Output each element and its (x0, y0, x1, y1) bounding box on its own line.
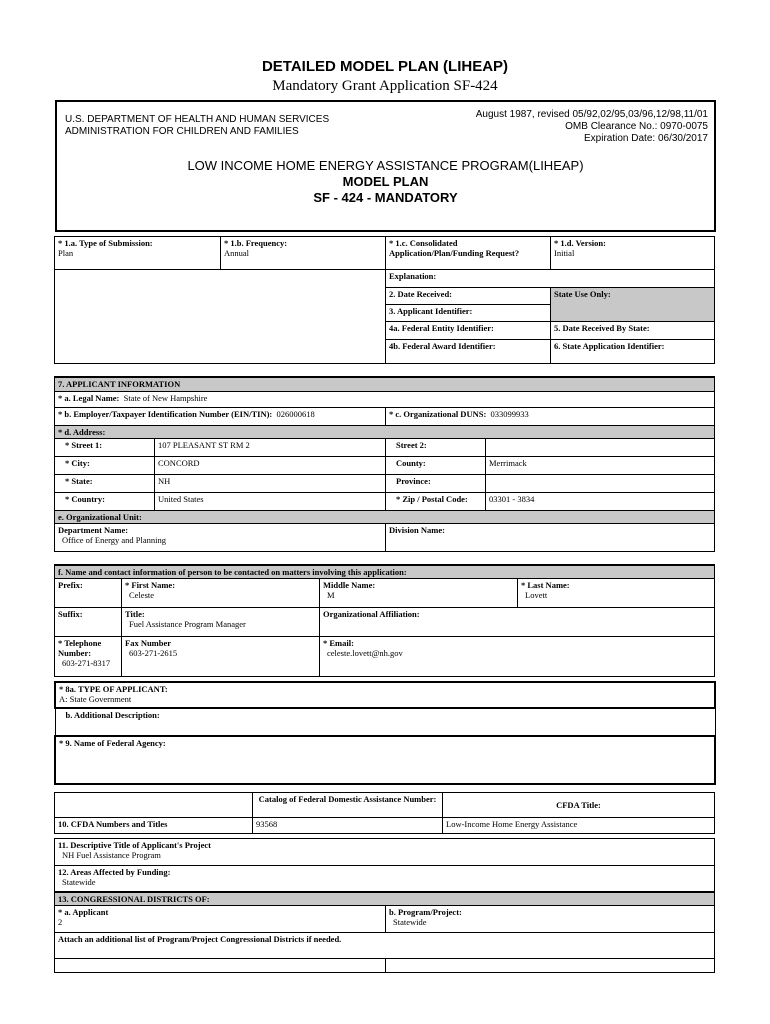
street2-label: Street 2: (396, 439, 427, 450)
areas-affected-cell[interactable] (55, 866, 715, 892)
county-value-cell[interactable]: Merrimack (486, 456, 715, 474)
submission-type-cell[interactable] (55, 237, 221, 270)
version-cell[interactable] (551, 237, 715, 270)
department-name: U.S. DEPARTMENT OF HEALTH AND HUMAN SERVICES (65, 114, 330, 125)
province-label: Province: (396, 475, 431, 486)
applicant-identifier-cell[interactable] (386, 305, 551, 322)
explanation-cell[interactable] (386, 270, 715, 288)
telephone-cell[interactable] (55, 637, 122, 677)
city-value-cell[interactable]: CONCORD (155, 456, 386, 474)
middle-name-value: M (327, 590, 335, 600)
street2-value-cell[interactable] (486, 438, 715, 456)
date-received-label: 2. Date Received: (389, 289, 453, 299)
state-app-id-label: 6. State Application Identifier: (554, 341, 665, 351)
applicant-type-table (54, 681, 716, 785)
cfda-number-cell[interactable]: 93568 (253, 818, 443, 834)
last-name-cell[interactable] (518, 579, 715, 608)
explanation-label: Explanation: (389, 271, 437, 281)
blank-area (55, 270, 386, 364)
applicant-section-header: 7. APPLICANT INFORMATION (55, 377, 715, 391)
middle-name-label: Middle Name: (323, 580, 376, 590)
district-program-value: Statewide (393, 916, 427, 927)
administration-name: ADMINISTRATION FOR CHILDREN AND FAMILIES (65, 126, 299, 137)
version-value: Initial (554, 248, 575, 258)
program-block (57, 158, 714, 206)
cfda-row-label-cell (55, 818, 253, 834)
cfda-table (54, 792, 715, 834)
street2-label-cell (386, 438, 486, 456)
street1-label: * Street 1: (65, 439, 103, 450)
applicant-type-cell[interactable] (55, 682, 715, 708)
country-value-cell[interactable]: United States (155, 492, 386, 510)
expiration-date: Expiration Date: 06/30/2017 (584, 133, 708, 144)
catalog-number-header (253, 793, 443, 818)
province-value-cell[interactable] (486, 474, 715, 492)
project-title-label: 11. Descriptive Title of Applicant's Project (58, 840, 211, 850)
program-name: LOW INCOME HOME ENERGY ASSISTANCE PROGRAM(LIHEAP) (187, 158, 584, 173)
district-program-label: b. Program/Project: (389, 906, 462, 917)
cfda-title-header (443, 793, 715, 818)
street1-label-cell (55, 438, 155, 456)
fax-value: 603-271-2615 (129, 648, 178, 658)
project-title-cell[interactable] (55, 839, 715, 866)
federal-award-label: 4b. Federal Award Identifier: (389, 341, 496, 351)
county-label-cell (386, 456, 486, 474)
state-value-cell[interactable]: NH (155, 474, 386, 492)
email-label: * Email: (323, 638, 354, 648)
project-title-value: NH Fuel Assistance Program (62, 850, 161, 860)
attach-note-cell (55, 932, 715, 958)
attach-note: Attach an additional list of Program/Project Congressional Districts if needed. (58, 933, 342, 944)
suffix-cell[interactable] (55, 608, 122, 637)
model-plan-heading: MODEL PLAN (342, 174, 429, 189)
applicant-identifier-label: 3. Applicant Identifier: (389, 306, 473, 316)
consolidated-label: * 1.c. Consolidated Application/Plan/Funding Request? (389, 238, 520, 258)
ein-label: * b. Employer/Taxpayer Identification Number (EIN/TIN): (58, 408, 273, 419)
additional-description-label: b. Additional Description: (65, 710, 160, 720)
suffix-label: Suffix: (58, 609, 83, 619)
areas-affected-label: 12. Areas Affected by Funding: (58, 867, 171, 877)
province-label-cell (386, 474, 486, 492)
district-applicant-value: 2 (58, 916, 63, 927)
ein-cell[interactable] (55, 407, 386, 425)
legal-name-label: * a. Legal Name: (58, 392, 120, 403)
consolidated-cell[interactable] (386, 237, 551, 270)
first-name-label: * First Name: (125, 580, 176, 590)
prefix-cell[interactable] (55, 579, 122, 608)
district-applicant-cell[interactable] (55, 905, 386, 932)
duns-label: * c. Organizational DUNS: (389, 408, 487, 419)
omb-clearance: OMB Clearance No.: 0970-0075 (565, 121, 708, 132)
state-app-id-cell[interactable] (551, 340, 715, 364)
district-applicant-label: * a. Applicant (58, 906, 109, 917)
org-unit-header: e. Organizational Unit: (55, 510, 715, 523)
cfda-blank-cell (55, 793, 253, 818)
form-subtitle: Mandatory Grant Application SF-424 (272, 78, 498, 94)
cfda-title-label: CFDA Title: (556, 800, 601, 810)
form-title: DETAILED MODEL PLAN (LIHEAP) (261, 58, 509, 75)
title-cell[interactable] (122, 608, 320, 637)
division-cell[interactable] (386, 523, 715, 551)
sf424-heading: SF - 424 - MANDATORY (313, 190, 458, 205)
applicant-type-value: A: State Government (59, 694, 132, 704)
zip-label-cell (386, 492, 486, 510)
department-label: Department Name: (58, 524, 129, 535)
division-label: Division Name: (389, 524, 445, 535)
attachment-cell-right[interactable] (386, 958, 715, 972)
district-program-cell[interactable] (386, 905, 715, 932)
version-label: * 1.d. Version: (554, 238, 606, 248)
city-label-cell (55, 456, 155, 474)
fax-label: Fax Number (125, 638, 172, 648)
zip-label: * Zip / Postal Code: (396, 493, 468, 504)
county-label: County: (396, 457, 426, 468)
first-name-value: Celeste (129, 590, 155, 600)
state-use-cell (551, 288, 715, 322)
frequency-value: Annual (224, 248, 250, 258)
areas-affected-value: Statewide (62, 877, 96, 887)
email-cell[interactable] (320, 637, 715, 677)
districts-section-header: 13. CONGRESSIONAL DISTRICTS OF: (55, 892, 715, 906)
affiliation-cell[interactable] (320, 608, 715, 637)
country-label: * Country: (65, 493, 105, 504)
federal-agency-label: * 9. Name of Federal Agency: (59, 738, 166, 748)
header-box (55, 100, 716, 232)
fax-cell[interactable] (122, 637, 320, 677)
frequency-label: * 1.b. Frequency: (224, 238, 288, 248)
date-received-cell[interactable] (386, 288, 551, 305)
affiliation-label: Organizational Affiliation: (323, 609, 420, 619)
email-value: celeste.lovett@nh.gov (327, 648, 403, 658)
street1-value-cell[interactable]: 107 PLEASANT ST RM 2 (155, 438, 386, 456)
address-header: * d. Address: (55, 425, 715, 438)
telephone-value: 603-271-8317 (62, 658, 111, 668)
city-label: * City: (65, 457, 90, 468)
frequency-cell[interactable] (221, 237, 386, 270)
state-label: * State: (65, 475, 93, 486)
legal-name-value: State of New Hampshire (123, 392, 208, 403)
legal-name-cell[interactable] (55, 391, 715, 407)
state-use-label: State Use Only: (554, 289, 611, 299)
duns-cell[interactable] (386, 407, 715, 425)
last-name-label: * Last Name: (521, 580, 570, 590)
zip-value-cell[interactable]: 03301 - 3834 (486, 492, 715, 510)
duns-value: 033099933 (490, 408, 529, 419)
title-label: Title: (125, 609, 145, 619)
department-cell[interactable] (55, 523, 386, 551)
applicant-type-label: * 8a. TYPE OF APPLICANT: (59, 684, 168, 694)
federal-agency-cell[interactable] (55, 736, 715, 784)
prefix-label: Prefix: (58, 580, 83, 590)
country-label-cell (55, 492, 155, 510)
attachment-cell-left[interactable] (55, 958, 386, 972)
last-name-value: Lovett (525, 590, 548, 600)
title-value: Fuel Assistance Program Manager (129, 619, 246, 629)
date-state-label: 5. Date Received By State: (554, 323, 650, 333)
federal-award-cell[interactable] (386, 340, 551, 364)
telephone-label: * Telephone Number: (58, 638, 102, 658)
middle-name-cell[interactable] (320, 579, 518, 608)
state-label-cell (55, 474, 155, 492)
contact-table (54, 564, 715, 677)
department-block (65, 114, 329, 138)
ein-value: 026000618 (276, 408, 315, 419)
date-state-cell[interactable] (551, 322, 715, 340)
catalog-number-label: Catalog of Federal Domestic Assistance Number: (258, 794, 437, 804)
cfda-title-cell[interactable]: Low-Income Home Energy Assistance (443, 818, 715, 834)
department-value: Office of Energy and Planning (62, 534, 167, 545)
submission-type-value: Plan (58, 248, 74, 258)
project-table (54, 838, 715, 973)
contact-section-header: f. Name and contact information of person to be contacted on matters involving this application: (55, 565, 715, 579)
federal-entity-cell[interactable] (386, 322, 551, 340)
submission-type-label: * 1.a. Type of Submission: (58, 238, 153, 248)
additional-description-cell[interactable] (55, 708, 715, 736)
revision-block (476, 109, 708, 145)
federal-entity-label: 4a. Federal Entity Identifier: (389, 323, 494, 333)
applicant-table (54, 376, 715, 552)
revision-dates: August 1987, revised 05/92,02/95,03/96,12/98,11/01 (475, 109, 708, 120)
submission-table (54, 236, 715, 364)
first-name-cell[interactable] (122, 579, 320, 608)
cfda-row-label: 10. CFDA Numbers and Titles (58, 819, 168, 829)
